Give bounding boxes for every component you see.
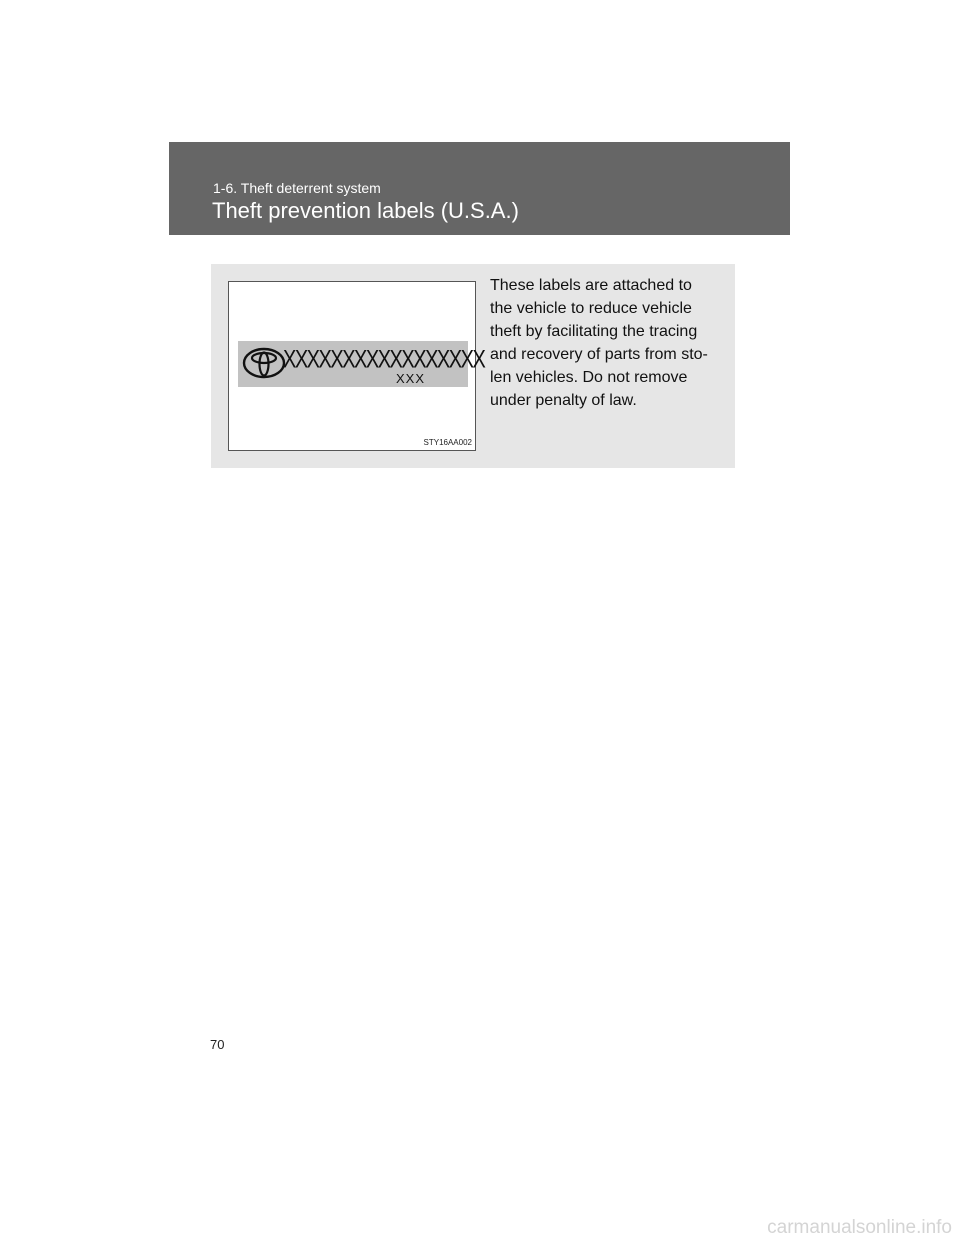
theft-label-strip xyxy=(238,341,485,387)
label-suffix: XXX xyxy=(396,371,426,386)
page-heading: Theft prevention labels (U.S.A.) xyxy=(212,198,519,223)
section-label: 1-6. Theft deterrent system xyxy=(213,180,381,196)
label-code: XXXXXXXXXXXXXXXXX xyxy=(283,346,485,374)
header-band xyxy=(169,142,790,235)
figure-id: STY16AA002 xyxy=(423,438,472,447)
label-illustration xyxy=(228,281,485,451)
toyota-logo-icon xyxy=(242,347,286,379)
page-number: 70 xyxy=(210,1037,225,1052)
watermark: carmanualsonline.info xyxy=(767,1217,952,1238)
content-box xyxy=(211,264,735,468)
description-text: These labels are attached to the vehicle to reduce vehicle theft by facilitating the tracing and recovery of parts from sto- len vehicles. Do not remove under penalty of law. xyxy=(490,277,708,409)
